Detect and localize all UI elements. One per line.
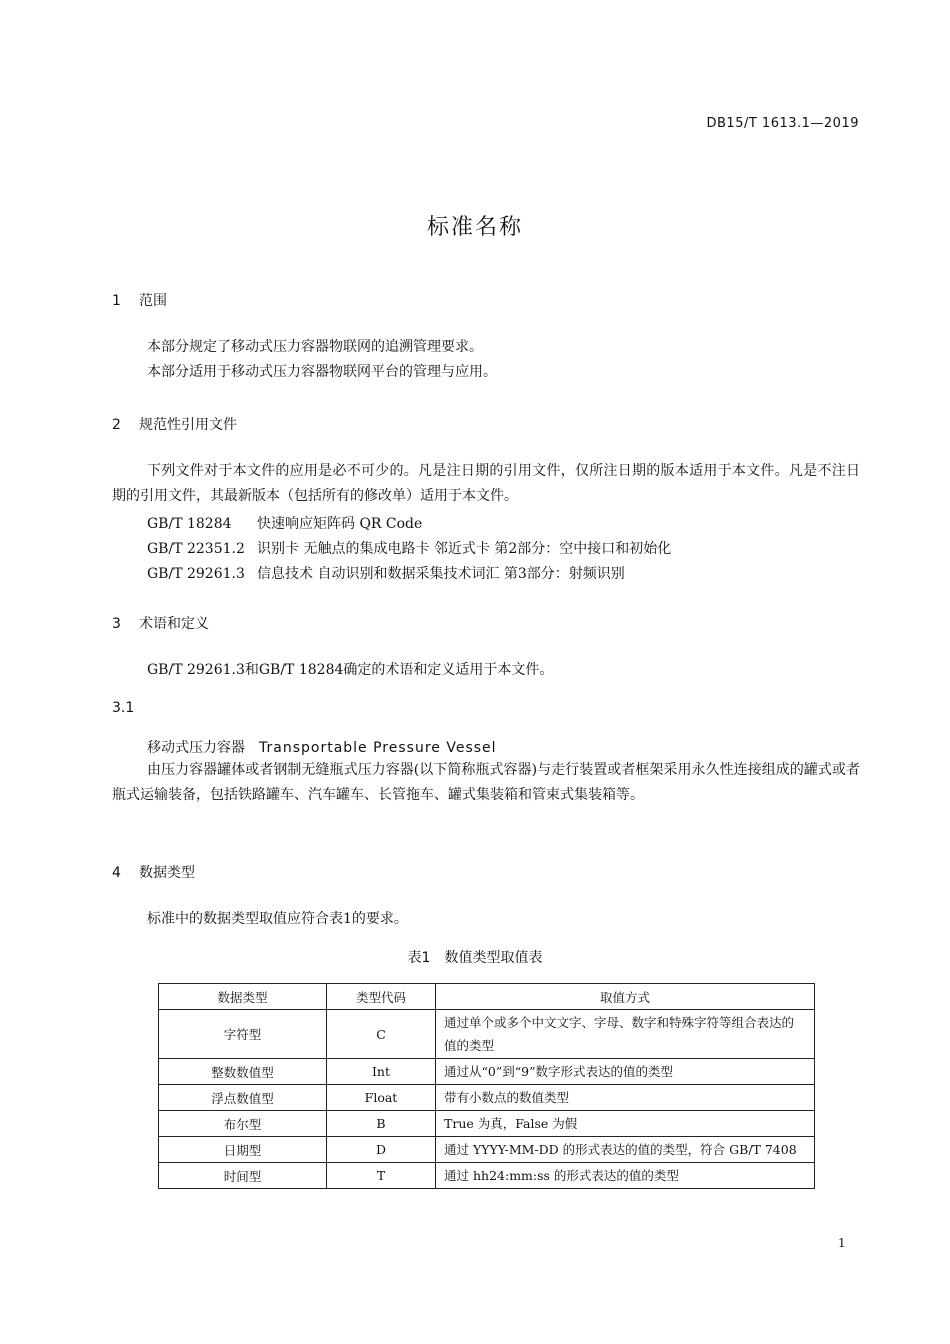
- table-cell-type: 字符型: [159, 1010, 327, 1059]
- section-title: 范围: [139, 293, 167, 309]
- reference-title: 信息技术 自动识别和数据采集技术词汇 第3部分：射频识别: [257, 566, 625, 582]
- table-cell-code: Int: [327, 1059, 436, 1085]
- table-row: [159, 1111, 815, 1137]
- paragraph: 本部分规定了移动式压力容器物联网的追溯管理要求。: [147, 339, 483, 355]
- paragraph: 下列文件对于本文件的应用是必不可少的。凡是注日期的引用文件，仅所注日期的版本适用于本文件。凡是不注日期的引用文件，其最新版本（包括所有的修改单）适用于本文件。: [112, 463, 860, 504]
- section-number: 3: [112, 616, 121, 632]
- paragraph: GB/T 29261.3和GB/T 18284确定的术语和定义适用于本文件。: [147, 662, 554, 678]
- section-3-heading: [112, 613, 209, 633]
- table-header-cell: 取值方式: [436, 984, 815, 1010]
- reference-code: GB/T 29261.3: [147, 566, 245, 582]
- term-entry: [147, 737, 497, 757]
- section-title: 数据类型: [139, 865, 195, 881]
- reference-item: [147, 513, 422, 533]
- table-cell-desc: 通过 YYYY-MM-DD 的形式表达的值的类型，符合 GB/T 7408: [436, 1137, 815, 1163]
- paragraph: 本部分适用于移动式压力容器物联网平台的管理与应用。: [147, 364, 497, 380]
- section-2-heading: [112, 414, 237, 434]
- table-cell-type: 日期型: [159, 1137, 327, 1163]
- section-1-heading: [112, 290, 167, 310]
- table-cell-desc: 带有小数点的数值类型: [436, 1085, 815, 1111]
- reference-item: [147, 563, 625, 583]
- table-row: [159, 1059, 815, 1085]
- table-cell-desc: 通过 hh24:mm:ss 的形式表达的值的类型: [436, 1163, 815, 1189]
- table-cell-code: C: [327, 1010, 436, 1059]
- term-english: Transportable Pressure Vessel: [259, 740, 497, 756]
- document-code: DB15/T 1613.1—2019: [706, 116, 859, 131]
- table-cell-code: Float: [327, 1085, 436, 1111]
- reference-code: GB/T 18284: [147, 516, 232, 532]
- table-header-cell: 类型代码: [327, 984, 436, 1010]
- table-row: [159, 1010, 815, 1059]
- table-cell-code: D: [327, 1137, 436, 1163]
- table-row: [159, 1137, 815, 1163]
- table-cell-desc: True 为真，False 为假: [436, 1111, 815, 1137]
- section-title: 规范性引用文件: [139, 417, 237, 433]
- table-cell-code: T: [327, 1163, 436, 1189]
- table-cell-type: 时间型: [159, 1163, 327, 1189]
- table-cell-desc: 通过单个或多个中文文字、字母、数字和特殊字符等组合表达的值的类型: [436, 1010, 815, 1059]
- page-title: 标准名称: [426, 215, 523, 240]
- table-cell-desc: 通过从“0”到“9”数字形式表达的值的类型: [436, 1059, 815, 1085]
- section-number: 4: [112, 865, 121, 881]
- table-row: [159, 1085, 815, 1111]
- section-4-heading: [112, 862, 195, 882]
- table-cell-code: B: [327, 1111, 436, 1137]
- term-definition: 由压力容器罐体或者钢制无缝瓶式压力容器(以下简称瓶式容器)与走行装置或者框架采用永久性连接组成的罐式或者瓶式运输装备，包括铁路罐车、汽车罐车、长管拖车、罐式集装箱和管束式集装箱等。: [112, 762, 860, 803]
- section-title: 术语和定义: [139, 616, 209, 632]
- table-caption: 表1 数值类型取值表: [407, 950, 543, 966]
- table-header-row: [159, 984, 815, 1010]
- table-row: [159, 1163, 815, 1189]
- reference-code: GB/T 22351.2: [147, 541, 245, 557]
- reference-title: 快速响应矩阵码 QR Code: [257, 516, 423, 532]
- subsection-number: 3.1: [112, 700, 135, 716]
- table-cell-type: 整数数值型: [159, 1059, 327, 1085]
- reference-title: 识别卡 无触点的集成电路卡 邻近式卡 第2部分：空中接口和初始化: [257, 541, 672, 557]
- term-chinese: 移动式压力容器: [147, 740, 245, 756]
- section-number: 2: [112, 417, 121, 433]
- section-number: 1: [112, 293, 121, 309]
- paragraph: 标准中的数据类型取值应符合表1的要求。: [147, 911, 408, 927]
- table-header-cell: 数据类型: [159, 984, 327, 1010]
- data-type-table: [158, 983, 815, 1189]
- table-cell-type: 布尔型: [159, 1111, 327, 1137]
- page-number: 1: [838, 1236, 846, 1250]
- table-cell-type: 浮点数值型: [159, 1085, 327, 1111]
- reference-item: [147, 538, 671, 558]
